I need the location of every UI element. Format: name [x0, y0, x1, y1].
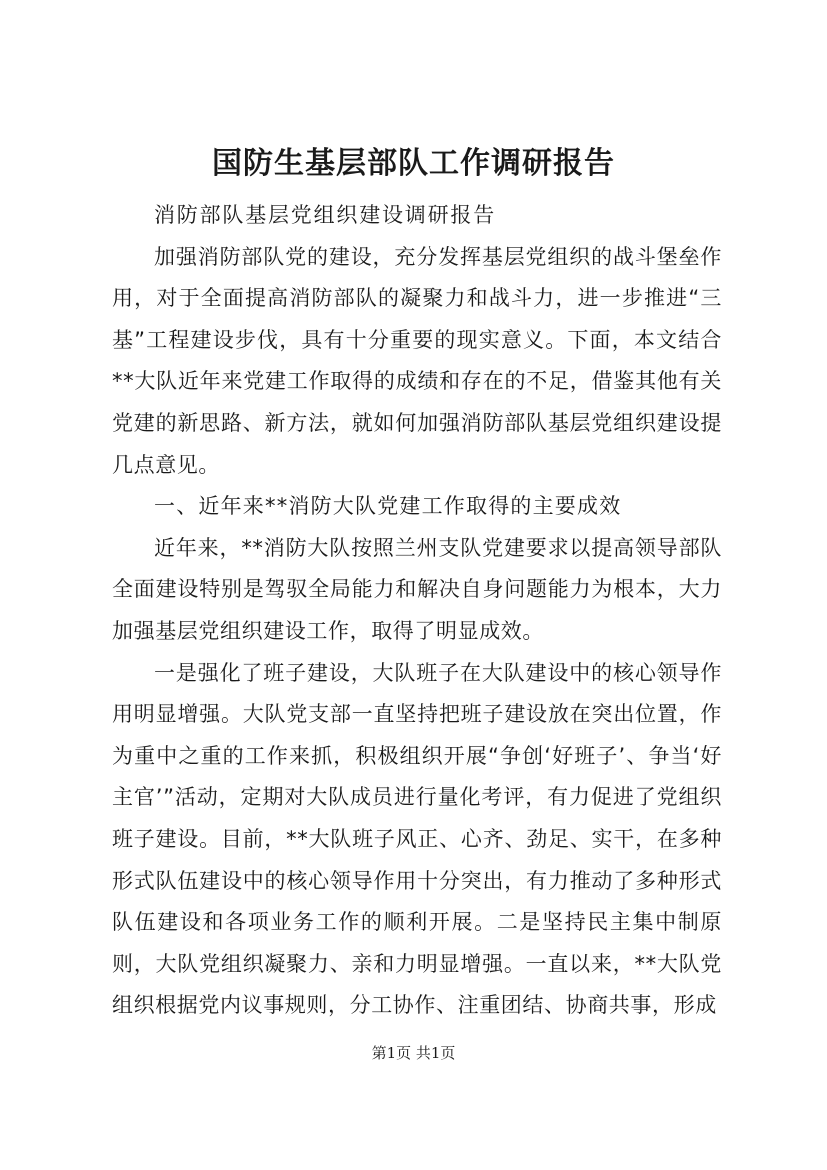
- paragraph-achievements-details: 一是强化了班子建设，大队班子在大队建设中的核心领导作用明显增强。大队党支部一直坚持把班子建设放在突出位置，作为重中之重的工作来抓，积极组织开展“争创‘好班子’、争当‘好主官’”活动，定期对大队成员进行量化考评，有力促进了党组织班子建设。目前，**大队班子风正、心齐、劲足、实干，在多种形式队伍建设中的核心领导作用十分突出，有力推动了多种形式队伍建设和各项业务工作的顺利开展。二是坚持民主集中制原则，大队党组织凝聚力、亲和力明显增强。一直以来，**大队党组织根据党内议事规则，分工协作、注重团结、协商共事，形成: [112, 660, 722, 1018]
- page-footer: 第1页 共1页: [371, 1044, 456, 1062]
- document-subtitle: 消防部队基层党组织建设调研报告: [154, 203, 496, 227]
- section-heading-1: 一、近年来**消防大队党建工作取得的主要成效: [154, 494, 622, 519]
- paragraph-intro: 加强消防部队党的建设，充分发挥基层党组织的战斗堡垒作用，对于全面提高消防部队的凝聚力和战斗力，进一步推进“三基”工程建设步伐，具有十分重要的现实意义。下面，本文结合**大队近年来党建工作取得的成绩和存在的不足，借鉴其他有关党建的新思路、新方法，就如何加强消防部队基层党组织建设提几点意见。: [112, 244, 722, 477]
- document-body: [112, 195, 722, 1027]
- document-title: 国防生基层部队工作调研报告: [212, 146, 615, 181]
- paragraph-achievements-overview: 近年来，**消防大队按照兰州支队党建要求以提高领导部队全面建设特别是驾驭全局能力和解决自身问题能力为根本，大力加强基层党组织建设工作，取得了明显成效。: [112, 535, 722, 643]
